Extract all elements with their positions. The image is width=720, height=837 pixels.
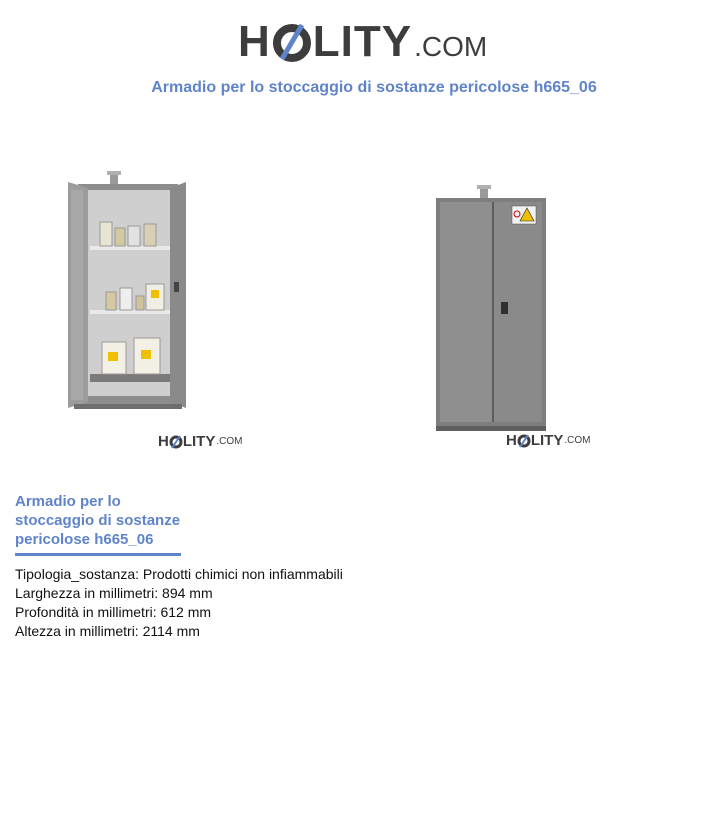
cabinet-open-photo	[8, 112, 318, 480]
spec-substance-type: Tipologia_sostanza: Prodotti chimici non infiammabili	[15, 566, 343, 582]
product-name-line: Armadio per lo	[15, 493, 121, 510]
spec-list	[15, 565, 343, 641]
logo-letters-lity: LITY	[312, 17, 413, 66]
logo-letter-h: H	[238, 17, 271, 66]
logo-slashed-o-icon	[272, 20, 312, 64]
watermark-slashed-o-icon	[169, 434, 183, 449]
cabinet-closed-photo	[360, 112, 670, 480]
spec-depth: Profondità in millimetri: 612 mm	[15, 604, 212, 620]
spec-height: Altezza in millimetri: 2114 mm	[15, 623, 200, 639]
holity-logo	[238, 12, 488, 66]
page-title: Armadio per lo stoccaggio di sostanze pericolose h665_06	[151, 79, 597, 96]
product-name	[15, 492, 205, 549]
product-name-line: pericolose h665_06	[15, 531, 154, 548]
spec-width: Larghezza in millimetri: 894 mm	[15, 585, 213, 601]
product-name-line: stoccaggio di sostanze	[15, 512, 181, 529]
photo-watermark: H LITY .COM	[158, 433, 243, 450]
logo-tld: .COM	[414, 31, 488, 62]
photo-watermark: H LITY .COM	[506, 432, 591, 449]
title-underline	[15, 553, 181, 556]
watermark-slashed-o-icon	[517, 433, 531, 448]
